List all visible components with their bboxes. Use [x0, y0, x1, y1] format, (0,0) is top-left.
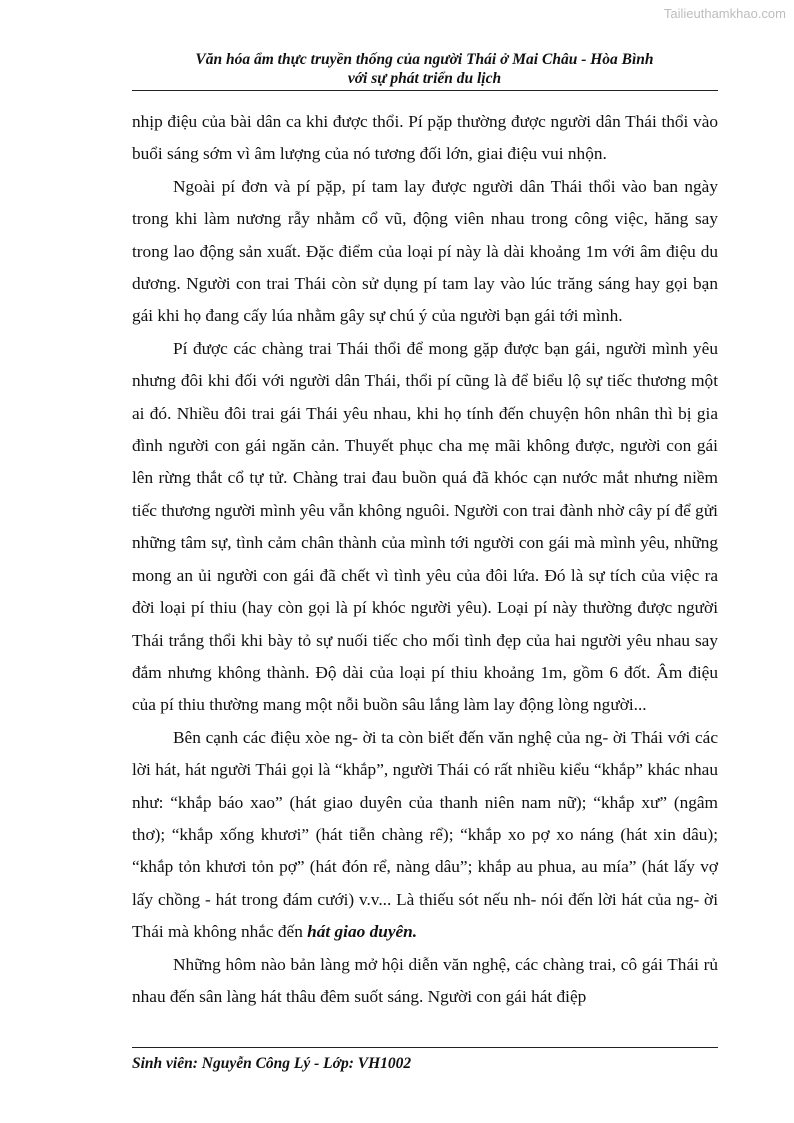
footer-divider: [132, 1047, 718, 1048]
running-footer: Sinh viên: Nguyễn Công Lý - Lớp: VH1002: [132, 1055, 412, 1072]
emphasis-hat-giao-duyen: hát giao duyên.: [307, 922, 418, 942]
paragraph-khap-text: Bên cạnh các điệu xòe ng- ời ta còn biết đến văn nghệ của ng- ời Thái với các lời hát, hát người Thái gọi là “khắp”, người Thái có rất nhiều kiểu “khắp” khác nhau như: “khắp báo xao” (hát giao duyên của thanh niên nam nữ); “khắp xư” (ngâm thơ); “khắp xống khươi” (hát tiễn chàng rể); “khắp xo pợ xo náng (hát xin dâu); “khắp tỏn khươi tỏn pợ” (hát đón rể, nàng dâu”; khắp au phua, au mía” (hát lấy vợ lấy chồng - hát trong đám cưới) v.v... Là thiếu sót nếu nh- nói đến lời hát của ng- ời Thái mà không nhắc đến: [132, 727, 718, 942]
header-divider: [132, 90, 718, 91]
paragraph-continued: nhịp điệu của bài dân ca khi được thổi. Pí pặp thường được người dân Thái thổi vào buổi sáng sớm vì âm lượng của nó tương đối lớn, giai điệu vui nhộn.: [132, 112, 718, 164]
paragraph-khap: [132, 722, 718, 949]
header-title-line-1: Văn hóa ẩm thực truyền thống của người Thái ở Mai Châu - Hòa Bình: [195, 51, 654, 68]
header-title-line-2: với sự phát triển du lịch: [347, 70, 502, 87]
running-header: [132, 50, 717, 88]
paragraph-van-nghe: Những hôm nào bản làng mở hội diễn văn nghệ, các chàng trai, cô gái Thái rủ nhau đến sân làng hát thâu đêm suốt sáng. Người con gái hát điệp: [132, 954, 718, 1006]
watermark: Tailieuthamkhao.com: [663, 6, 786, 21]
paragraph-pi-thiu: Pí được các chàng trai Thái thổi để mong gặp được bạn gái, người mình yêu nhưng đôi khi đối với người dân Thái, thổi pí cũng là để biểu lộ sự tiếc thương một ai đó. Nhiều đôi trai gái Thái yêu nhau, khi họ tính đến chuyện hôn nhân thì bị gia đình người con gái ngăn cản. Thuyết phục cha mẹ mãi không được, người con gái lên rừng thắt cổ tự tử. Chàng trai đau buồn quá đã khóc cạn nước mắt nhưng niềm tiếc thương người mình yêu vẫn không nguôi. Người con trai đành nhờ cây pí để gửi những tâm sự, tình cảm chân thành của mình tới người con gái mà mình yêu, những mong an ủi người con gái đã chết vì tình yêu của đôi lứa. Đó là sự tích của việc ra đời loại pí thiu (hay còn gọi là pí khóc người yêu). Loại pí này thường được người Thái trắng thổi khi bày tỏ sự nuối tiếc cho mối tình đẹp của hai người yêu nhau say đắm nhưng không thành. Độ dài của loại pí thiu khoảng 1m, gồm 6 đốt. Âm điệu của pí thiu thường mang một nỗi buồn sâu lắng làm lay động lòng người...: [132, 338, 718, 715]
body-text: [132, 106, 718, 1013]
paragraph-pi-tam-lay: Ngoài pí đơn và pí pặp, pí tam lay được người dân Thái thổi vào ban ngày trong khi làm nương rẫy nhằm cổ vũ, động viên nhau trong công việc, hăng say trong lao động sản xuất. Đặc điểm của loại pí này là dài khoảng 1m với âm điệu du dương. Người con trai Thái còn sử dụng pí tam lay vào lúc trăng sáng hay gọi bạn gái khi họ đang cấy lúa nhằm gây sự chú ý của người bạn gái tới mình.: [132, 176, 718, 326]
